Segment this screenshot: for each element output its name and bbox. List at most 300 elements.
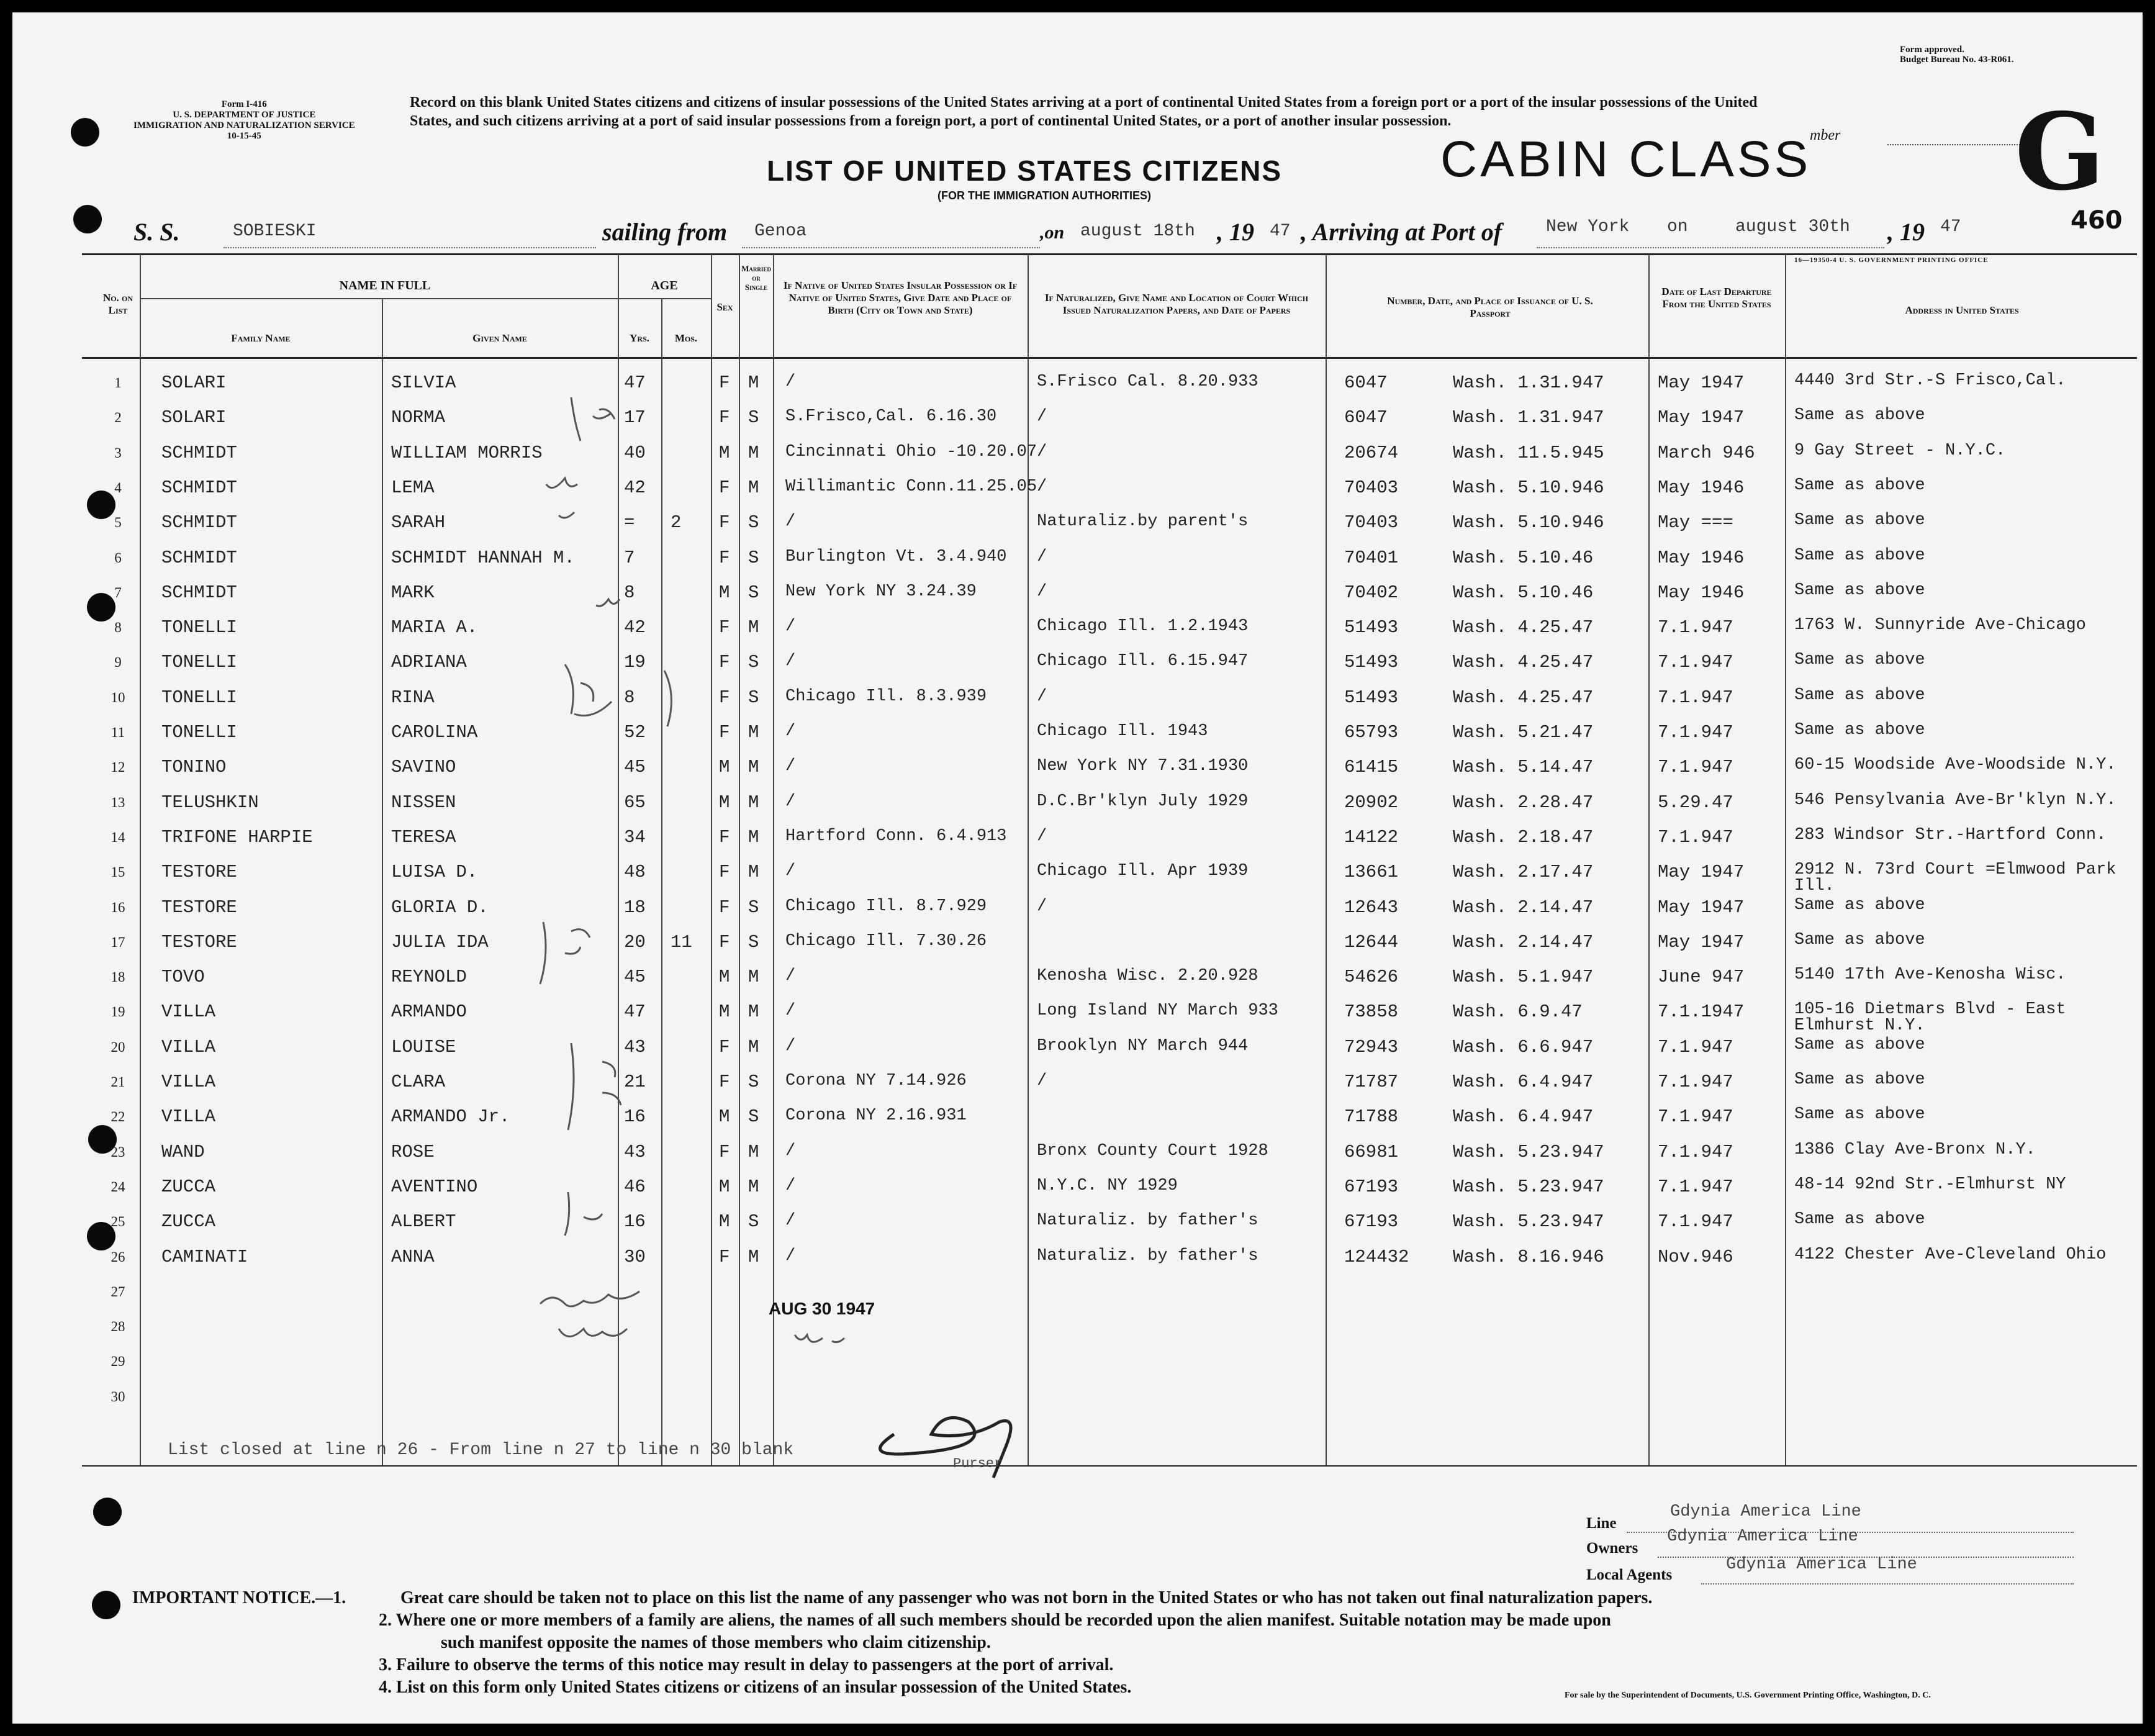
age-years-cell: 43 (624, 1142, 646, 1162)
form-number: Form I-416 (221, 99, 267, 109)
age-years-cell: 47 (624, 373, 646, 393)
annotation-mark (540, 922, 590, 984)
approved-line-1: Form approved. (1900, 45, 1964, 55)
family-name-cell: SOLARI (161, 407, 227, 428)
address-cell: Same as above (1794, 896, 1925, 915)
gpo-code: 16—19350-4 U. S. GOVERNMENT PRINTING OFFICE (1794, 256, 1989, 264)
last-departure-cell: 7.1.947 (1658, 757, 1733, 777)
sex-cell: F (719, 687, 730, 708)
given-name-cell: ARMANDO (391, 1001, 467, 1022)
row-number: 24 (111, 1179, 125, 1195)
row-number: 25 (111, 1214, 125, 1229)
page-number: 460 (2071, 206, 2123, 235)
age-years-cell: 40 (624, 443, 646, 463)
family-name-cell: CAMINATI (161, 1247, 248, 1267)
given-name-cell: ADRIANA (391, 652, 467, 672)
passport-issue-cell: Wash. 2.14.47 (1453, 932, 1594, 952)
naturalization-cell: N.Y.C. NY 1929 (1037, 1177, 1178, 1195)
naturalization-cell: / (1037, 897, 1047, 916)
birth-info-cell: Hartford Conn. 6.4.913 (785, 827, 1007, 846)
address-cell: Same as above (1794, 546, 1925, 565)
passport-issue-cell: Wash. 6.6.947 (1453, 1037, 1594, 1057)
row-number: 20 (111, 1039, 125, 1055)
age-years-cell: 42 (624, 617, 646, 638)
passport-number-cell: 72943 (1344, 1037, 1399, 1057)
marital-status-cell: S (748, 932, 759, 952)
last-departure-cell: 7.1.1947 (1658, 1001, 1745, 1022)
passport-number-cell: 12644 (1344, 932, 1399, 952)
row-number: 2 (114, 410, 122, 425)
given-name-cell: REYNOLD (391, 967, 467, 987)
sex-cell: M (719, 967, 730, 987)
family-name-cell: VILLA (161, 1001, 216, 1022)
annotation-mark (571, 397, 615, 441)
address-cell: Same as above (1794, 931, 1925, 949)
notice-item-1: Great care should be taken not to place on this list the name of any passenger who was not born in the United States or who has not taken out final naturalization papers. (400, 1588, 1653, 1607)
passport-number-cell: 67193 (1344, 1177, 1399, 1197)
given-name-cell: ALBERT (391, 1211, 456, 1232)
arrival-year-prefix: , 19 (1887, 218, 1925, 246)
handwriting-marks (12, 12, 2143, 1724)
last-departure-cell: 7.1.947 (1658, 1037, 1733, 1057)
address-cell: Same as above (1794, 1070, 1925, 1089)
sex-cell: F (719, 652, 730, 672)
cabin-class-stamp: CABIN CLASS (1440, 131, 1812, 188)
sex-cell: M (719, 582, 730, 603)
local-agents-rule (1701, 1583, 2074, 1585)
row-number: 9 (114, 654, 122, 670)
passport-number-cell: 6047 (1344, 373, 1388, 393)
sex-cell: F (719, 373, 730, 393)
family-name-cell: VILLA (161, 1106, 216, 1127)
last-departure-cell: 7.1.947 (1658, 827, 1733, 848)
header-age: AGE (651, 279, 678, 292)
age-months-cell: 11 (671, 932, 692, 952)
row-number: 27 (111, 1284, 125, 1300)
last-departure-cell: May 1947 (1658, 373, 1745, 393)
marital-status-cell: S (748, 652, 759, 672)
address-cell: Same as above (1794, 476, 1925, 495)
naturalization-cell: / (1037, 582, 1047, 601)
row-number: 11 (111, 725, 125, 740)
birth-info-cell: / (785, 757, 796, 775)
age-years-cell: 8 (624, 582, 635, 603)
family-name-cell: VILLA (161, 1037, 216, 1057)
passport-issue-cell: Wash. 6.4.947 (1453, 1072, 1594, 1092)
address-cell: 546 Pensylvania Ave-Br'klyn N.Y. (1794, 791, 2117, 810)
given-name-cell: NISSEN (391, 792, 456, 813)
passport-issue-cell: Wash. 5.10.946 (1453, 477, 1604, 498)
arrival-on: on (1667, 217, 1688, 237)
sex-cell: F (719, 1037, 730, 1057)
marital-status-cell: M (748, 1001, 759, 1022)
last-departure-cell: May 1947 (1658, 897, 1745, 918)
naturalization-cell: New York NY 7.31.1930 (1037, 757, 1249, 775)
row-number: 3 (114, 445, 122, 461)
arriving-label: , Arriving at Port of (1301, 218, 1502, 246)
marital-status-cell: S (748, 1106, 759, 1127)
owners-value: Gdynia America Line (1667, 1527, 1858, 1546)
age-years-cell: 17 (624, 407, 646, 428)
marital-status-cell: M (748, 1037, 759, 1057)
last-departure-cell: 7.1.947 (1658, 617, 1733, 638)
birth-info-cell: S.Frisco,Cal. 6.16.30 (785, 407, 997, 426)
header-yrs: Yrs. (630, 332, 649, 344)
owners-label: Owners (1586, 1540, 1638, 1557)
age-years-cell: 45 (624, 967, 646, 987)
naturalization-cell: / (1037, 1072, 1047, 1090)
number-label: mber (1810, 127, 1841, 143)
naturalization-cell: D.C.Br'klyn July 1929 (1037, 792, 1249, 811)
last-departure-cell: March 946 (1658, 443, 1755, 463)
passport-issue-cell: Wash. 5.10.946 (1453, 512, 1604, 533)
row-number: 7 (114, 585, 122, 600)
sex-cell: F (719, 897, 730, 918)
naturalization-cell: Kenosha Wisc. 2.20.928 (1037, 967, 1258, 985)
birth-info-cell: / (785, 1037, 796, 1056)
birth-info-cell: / (785, 1001, 796, 1020)
family-name-cell: SOLARI (161, 373, 227, 393)
age-months-cell: 2 (671, 512, 682, 533)
birth-info-cell: Chicago Ill. 7.30.26 (785, 932, 987, 951)
passport-number-cell: 70402 (1344, 582, 1399, 603)
row-number: 14 (111, 830, 125, 845)
passport-number-cell: 67193 (1344, 1211, 1399, 1232)
marital-status-cell: S (748, 1211, 759, 1232)
birth-info-cell: / (785, 1211, 796, 1230)
passport-issue-cell: Wash. 2.18.47 (1453, 827, 1594, 848)
header-given-name: Given Name (472, 332, 527, 344)
line-value: Gdynia America Line (1670, 1503, 1861, 1521)
notice-item-2a: 2. Where one or more members of a family are aliens, the names of all such members should be recorded upon the alien manifest. Suitable notation may be made upon (379, 1611, 1611, 1630)
sex-cell: M (719, 1177, 730, 1197)
sex-cell: F (719, 932, 730, 952)
age-years-cell: 52 (624, 722, 646, 743)
given-name-cell: RINA (391, 687, 435, 708)
gpo-footer: For sale by the Superintendent of Documents, U.S. Government Printing Office, Washington, D. C. (1565, 1691, 1931, 1700)
passport-issue-cell: Wash. 6.9.47 (1453, 1001, 1583, 1022)
age-years-cell: 34 (624, 827, 646, 848)
last-departure-cell: 7.1.947 (1658, 1072, 1733, 1092)
address-cell: Same as above (1794, 651, 1925, 669)
row-number: 22 (111, 1109, 125, 1124)
last-departure-cell: May === (1658, 512, 1733, 533)
age-years-cell: 47 (624, 1001, 646, 1022)
annotation-mark (559, 1329, 627, 1337)
marital-status-cell: M (748, 443, 759, 463)
last-departure-cell: 7.1.947 (1658, 1106, 1733, 1127)
marital-status-cell: M (748, 722, 759, 743)
passport-issue-cell: Wash. 5.1.947 (1453, 967, 1594, 987)
sex-cell: F (719, 512, 730, 533)
form-instructions: Record on this blank United States citizens and citizens of insular possessions of the United States arriving at a port of continental United States from a foreign port or a port of the insular possessions of the United States, and such citizens arriving at a port of said insular possessions from a foreign port, a port of continental United States, or a port of another insular possession. (410, 94, 1758, 129)
header-address: Address in United States (1905, 304, 2019, 316)
birth-info-cell: / (785, 1142, 796, 1160)
birth-info-cell: / (785, 652, 796, 671)
family-name-cell: TONELLI (161, 722, 237, 743)
notice-item-2b: such manifest opposite the names of those members who claim citizenship. (441, 1633, 991, 1652)
age-years-cell: 46 (624, 1177, 646, 1197)
naturalization-cell: Naturaliz. by father's (1037, 1211, 1258, 1230)
sex-cell: M (719, 1106, 730, 1127)
address-cell: 1386 Clay Ave-Bronx N.Y. (1794, 1141, 2036, 1159)
passport-issue-cell: Wash. 8.16.946 (1453, 1247, 1604, 1267)
passport-number-cell: 14122 (1344, 827, 1399, 848)
marital-status-cell: M (748, 862, 759, 882)
ship-name: SOBIESKI (233, 222, 317, 241)
date-stamp: AUG 30 1947 (769, 1299, 875, 1318)
passport-issue-cell: Wash. 6.4.947 (1453, 1106, 1594, 1127)
row-number: 19 (111, 1004, 125, 1019)
birth-info-cell: New York NY 3.24.39 (785, 582, 977, 601)
annotation-mark (546, 478, 577, 518)
passport-issue-cell: Wash. 5.21.47 (1453, 722, 1594, 743)
family-name-cell: TELUSHKIN (161, 792, 259, 813)
sailing-label: sailing from (602, 218, 728, 246)
marital-status-cell: M (748, 792, 759, 813)
age-years-cell: 16 (624, 1211, 646, 1232)
passport-number-cell: 124432 (1344, 1247, 1409, 1267)
passport-number-cell: 73858 (1344, 1001, 1399, 1022)
last-departure-cell: 7.1.947 (1658, 1211, 1733, 1232)
naturalization-cell: Chicago Ill. 6.15.947 (1037, 652, 1249, 671)
address-cell: Same as above (1794, 1210, 1925, 1229)
sex-cell: F (719, 1072, 730, 1092)
passport-issue-cell: Wash. 5.14.47 (1453, 757, 1594, 777)
family-name-cell: TOVO (161, 967, 205, 987)
marital-status-cell: M (748, 617, 759, 638)
family-name-cell: TESTORE (161, 862, 237, 882)
given-name-cell: MARK (391, 582, 435, 603)
address-cell: Same as above (1794, 581, 1925, 600)
birth-info-cell: / (785, 722, 796, 741)
address-cell: 2912 N. 73rd Court =Elmwood Park Ill. (1794, 861, 2117, 895)
marital-status-cell: S (748, 407, 759, 428)
family-name-cell: TONELLI (161, 652, 237, 672)
given-name-cell: WILLIAM MORRIS (391, 443, 543, 463)
birth-info-cell: / (785, 1177, 796, 1195)
annotation-mark (565, 664, 671, 726)
birth-info-cell: Chicago Ill. 8.7.929 (785, 897, 987, 916)
passport-number-cell: 66981 (1344, 1142, 1399, 1162)
passport-issue-cell: Wash. 5.23.947 (1453, 1142, 1604, 1162)
given-name-cell: LUISA D. (391, 862, 478, 882)
address-cell: 5140 17th Ave-Kenosha Wisc. (1794, 965, 2066, 984)
passport-issue-cell: Wash. 5.23.947 (1453, 1211, 1604, 1232)
approved-line-2: Budget Bureau No. 43-R061. (1900, 55, 2014, 65)
sex-cell: F (719, 477, 730, 498)
arrival-year: 47 (1940, 217, 1961, 237)
manifest-page (12, 12, 2143, 1724)
age-years-cell: 20 (624, 932, 646, 952)
marital-status-cell: M (748, 967, 759, 987)
birth-info-cell: / (785, 862, 796, 880)
naturalization-cell: Bronx County Court 1928 (1037, 1142, 1268, 1160)
last-departure-cell: 7.1.947 (1658, 652, 1733, 672)
passport-issue-cell: Wash. 5.23.947 (1453, 1177, 1604, 1197)
last-departure-cell: May 1947 (1658, 407, 1745, 428)
passport-number-cell: 13661 (1344, 862, 1399, 882)
header-last-departure: Date of Last Departure From the United States (1661, 286, 1772, 310)
row-number: 1 (114, 375, 122, 391)
passport-number-cell: 54626 (1344, 967, 1399, 987)
year-prefix: , 19 (1217, 218, 1254, 246)
sex-cell: F (719, 548, 730, 568)
row-number: 12 (111, 759, 125, 775)
naturalization-cell: / (1037, 548, 1047, 566)
naturalization-cell: Chicago Ill. Apr 1939 (1037, 862, 1249, 880)
birth-info-cell: Chicago Ill. 8.3.939 (785, 687, 987, 706)
family-name-cell: SCHMIDT (161, 477, 237, 498)
sex-cell: F (719, 1142, 730, 1162)
given-name-cell: LEMA (391, 477, 435, 498)
annotation-mark (540, 1291, 639, 1306)
row-number: 17 (111, 934, 125, 950)
last-departure-cell: May 1947 (1658, 862, 1745, 882)
age-years-cell: 7 (624, 548, 635, 568)
address-cell: 60-15 Woodside Ave-Woodside N.Y. (1794, 756, 2117, 774)
family-name-cell: VILLA (161, 1072, 216, 1092)
naturalization-cell: / (1037, 407, 1047, 426)
given-name-cell: GLORIA D. (391, 897, 489, 918)
address-cell: Same as above (1794, 1036, 1925, 1054)
address-cell: Same as above (1794, 686, 1925, 705)
last-departure-cell: 7.1.947 (1658, 1177, 1733, 1197)
line-label: Line (1586, 1515, 1617, 1532)
naturalization-cell: S.Frisco Cal. 8.20.933 (1037, 373, 1258, 391)
passport-number-cell: 65793 (1344, 722, 1399, 743)
family-name-cell: ZUCCA (161, 1211, 216, 1232)
given-name-cell: ARMANDO Jr. (391, 1106, 510, 1127)
given-name-cell: LOUISE (391, 1037, 456, 1057)
family-name-cell: SCHMIDT (161, 443, 237, 463)
birth-info-cell: Corona NY 2.16.931 (785, 1106, 967, 1125)
birth-info-cell: Burlington Vt. 3.4.940 (785, 548, 1007, 566)
row-number: 15 (111, 864, 125, 880)
sex-cell: F (719, 1247, 730, 1267)
naturalization-cell: Chicago Ill. 1943 (1037, 722, 1208, 741)
passport-number-cell: 70403 (1344, 512, 1399, 533)
given-name-cell: SAVINO (391, 757, 456, 777)
marital-status-cell: S (748, 897, 759, 918)
service: IMMIGRATION AND NATURALIZATION SERVICE (133, 120, 355, 130)
family-name-cell: ZUCCA (161, 1177, 216, 1197)
marital-status-cell: S (748, 582, 759, 603)
birth-info-cell: / (785, 792, 796, 811)
passport-number-cell: 51493 (1344, 652, 1399, 672)
sex-cell: F (719, 407, 730, 428)
annotation-mark (596, 599, 620, 606)
passport-issue-cell: Wash. 11.5.945 (1453, 443, 1604, 463)
arrival-date: august 30th (1735, 217, 1850, 237)
naturalization-cell: / (1037, 687, 1047, 706)
age-years-cell: = (624, 512, 635, 533)
marital-status-cell: M (748, 757, 759, 777)
address-cell: 1763 W. Sunnyride Ave-Chicago (1794, 616, 2086, 635)
row-number: 29 (111, 1354, 125, 1369)
given-name-cell: NORMA (391, 407, 446, 428)
sex-cell: F (719, 617, 730, 638)
passport-number-cell: 12643 (1344, 897, 1399, 918)
local-agents-label: Local Agents (1586, 1566, 1673, 1583)
marital-status-cell: M (748, 1247, 759, 1267)
form-subtitle: (FOR THE IMMIGRATION AUTHORITIES) (937, 189, 1151, 202)
passport-issue-cell: Wash. 2.17.47 (1453, 862, 1594, 882)
address-cell: 283 Windsor Str.-Hartford Conn. (1794, 826, 2107, 844)
address-cell: Same as above (1794, 406, 1925, 425)
row-number: 6 (114, 550, 122, 566)
header-naturalized: If Naturalized, Give Name and Location of Court Which Issued Naturalization Papers, and Date of Papers (1044, 292, 1309, 316)
age-years-cell: 42 (624, 477, 646, 498)
passport-number-cell: 71787 (1344, 1072, 1399, 1092)
purser-label: Purser (953, 1456, 1003, 1472)
passport-number-cell: 20902 (1344, 792, 1399, 813)
passport-number-cell: 71788 (1344, 1106, 1399, 1127)
passport-issue-cell: Wash. 4.25.47 (1453, 687, 1594, 708)
given-name-cell: SCHMIDT HANNAH M. (391, 548, 575, 568)
passport-number-cell: 6047 (1344, 407, 1388, 428)
row-number: 23 (111, 1144, 125, 1160)
passport-number-cell: 51493 (1344, 617, 1399, 638)
marital-status-cell: S (748, 687, 759, 708)
sex-cell: M (719, 757, 730, 777)
annotation-mark (795, 1335, 844, 1342)
birth-info-cell: / (785, 967, 796, 985)
given-name-cell: MARIA A. (391, 617, 478, 638)
row-number: 28 (111, 1319, 125, 1334)
address-cell: 4122 Chester Ave-Cleveland Ohio (1794, 1245, 2107, 1264)
annotation-mark (565, 1192, 602, 1236)
given-name-cell: CAROLINA (391, 722, 478, 743)
given-name-cell: SARAH (391, 512, 446, 533)
marital-status-cell: M (748, 477, 759, 498)
row-number: 8 (114, 620, 122, 635)
address-cell: 4440 3rd Str.-S Frisco,Cal. (1794, 371, 2066, 390)
row-number: 18 (111, 969, 125, 985)
header-sex: Sex (716, 301, 733, 313)
port-from: Genoa (754, 222, 807, 241)
on-label: ,on (1040, 222, 1065, 243)
ss-label: S. S. (133, 218, 180, 246)
birth-info-cell: / (785, 617, 796, 636)
list-letter: G (2015, 90, 2105, 214)
age-years-cell: 16 (624, 1106, 646, 1127)
passport-issue-cell: Wash. 5.10.46 (1453, 582, 1594, 603)
family-name-cell: SCHMIDT (161, 548, 237, 568)
notice-item-3: 3. Failure to observe the terms of this notice may result in delay to passengers at the port of arrival. (379, 1655, 1114, 1675)
header-passport: Number, Date, and Place of Issuance of U. S. Passport (1387, 295, 1593, 319)
passport-issue-cell: Wash. 4.25.47 (1453, 652, 1594, 672)
row-number: 5 (114, 515, 122, 530)
naturalization-cell: Chicago Ill. 1.2.1943 (1037, 617, 1249, 636)
age-years-cell: 65 (624, 792, 646, 813)
last-departure-cell: 7.1.947 (1658, 722, 1733, 743)
birth-info-cell: / (785, 373, 796, 391)
address-cell: Same as above (1794, 1105, 1925, 1124)
marital-status-cell: S (748, 512, 759, 533)
address-cell: 48-14 92nd Str.-Elmhurst NY (1794, 1175, 2066, 1194)
given-name-cell: ANNA (391, 1247, 435, 1267)
departure-date: august 18th (1080, 222, 1195, 241)
port-to: New York (1546, 217, 1630, 237)
birth-info-cell: Corona NY 7.14.926 (785, 1072, 967, 1090)
given-name-cell: ROSE (391, 1142, 435, 1162)
address-cell: Same as above (1794, 721, 1925, 739)
naturalization-cell: / (1037, 477, 1047, 496)
marital-status-cell: S (748, 1072, 759, 1092)
marital-status-cell: M (748, 373, 759, 393)
departure-year: 47 (1270, 222, 1291, 241)
